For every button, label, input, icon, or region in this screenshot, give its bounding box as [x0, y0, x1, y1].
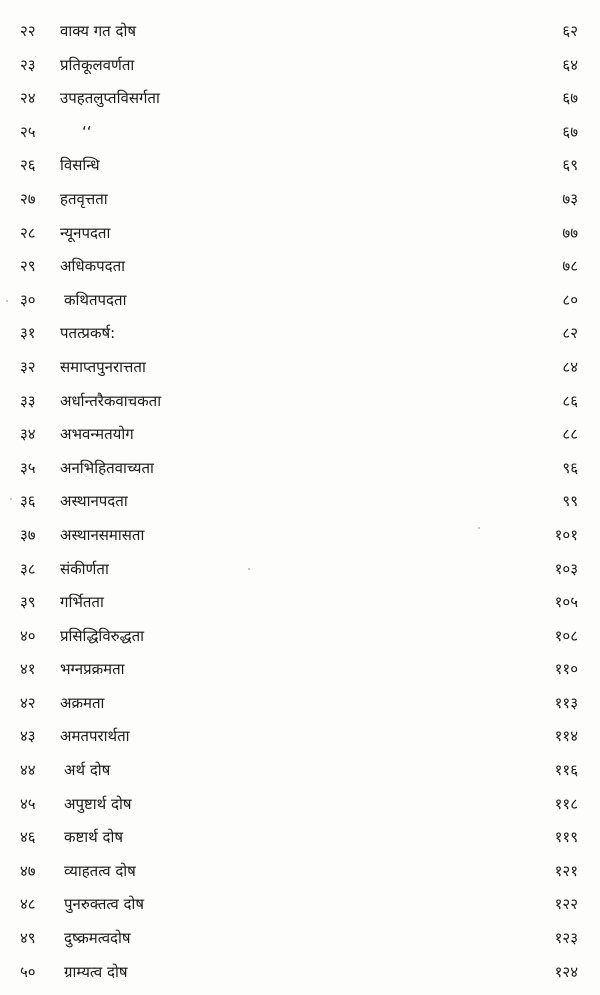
entry-page-number: ६७ — [562, 122, 578, 141]
entry-number: २५ — [20, 122, 36, 141]
entry-page-number: १२२ — [554, 895, 578, 914]
toc-entry — [0, 754, 600, 788]
entry-title: अनभिहितवाच्यता — [60, 458, 154, 477]
toc-entry — [0, 485, 600, 519]
entry-page-number: ११३ — [554, 693, 578, 712]
entry-title: उपहतलुप्तविसर्गता — [60, 89, 160, 108]
entry-number: ३९ — [20, 593, 36, 612]
toc-entry — [0, 49, 600, 83]
toc-entry — [0, 418, 600, 452]
toc-entry — [0, 620, 600, 654]
toc-entry — [0, 82, 600, 116]
entry-page-number: ६७ — [562, 89, 578, 108]
entry-number: २९ — [20, 257, 36, 276]
toc-entry — [0, 788, 600, 822]
entry-page-number: ८८ — [562, 425, 578, 444]
entry-number: ३६ — [20, 492, 36, 511]
toc-entry — [0, 116, 600, 150]
entry-title: व्याहतत्व दोष — [64, 861, 136, 880]
entry-page-number: ७७ — [562, 223, 578, 242]
entry-page-number: ६२ — [562, 22, 578, 40]
entry-number: २७ — [20, 189, 36, 208]
toc-entry — [0, 653, 600, 687]
entry-page-number: १२१ — [554, 861, 578, 880]
entry-number: २४ — [20, 89, 36, 108]
table-of-contents — [0, 15, 600, 989]
toc-entry — [0, 351, 600, 385]
entry-title: प्रसिद्धिविरुद्धता — [60, 626, 145, 645]
entry-title: प्रतिकूलवर्णता — [60, 55, 135, 74]
toc-entry — [0, 922, 600, 956]
entry-number: ४० — [20, 626, 36, 645]
entry-page-number: ८६ — [562, 391, 578, 410]
entry-title: अर्धान्तरैकवाचकता — [60, 391, 162, 410]
entry-title: पुनरुक्तत्व दोष — [64, 895, 145, 914]
entry-page-number: १०३ — [554, 559, 578, 578]
entry-title: संकीर्णता — [60, 559, 109, 578]
entry-title: ग्राम्यत्व दोष — [64, 962, 128, 981]
toc-entry — [0, 217, 600, 251]
toc-entry — [0, 284, 600, 318]
entry-title: समाप्तपुनरात्तता — [60, 357, 146, 376]
entry-number: ३१ — [20, 324, 36, 343]
entry-page-number: १२३ — [554, 929, 578, 948]
entry-title: विसन्धि — [60, 156, 100, 175]
entry-title: अधिकपदता — [60, 257, 126, 276]
toc-entry — [0, 183, 600, 217]
entry-number: ३८ — [20, 559, 36, 578]
entry-title: अस्थानसमासता — [60, 525, 145, 544]
toc-entry — [0, 821, 600, 855]
entry-title: अभवन्मतयोग — [60, 425, 134, 444]
entry-page-number: ६४ — [562, 55, 578, 74]
entry-title: अर्थ दोष — [64, 761, 111, 780]
entry-number: ४२ — [20, 693, 36, 712]
toc-entry — [0, 553, 600, 587]
toc-entry — [0, 15, 600, 49]
toc-entry — [0, 720, 600, 754]
entry-number: ३० — [20, 290, 36, 309]
entry-title: गर्भितता — [60, 593, 104, 612]
entry-number: ३४ — [20, 425, 36, 444]
entry-title: अमतपरार्थता — [60, 727, 130, 746]
entry-title: हतवृत्तता — [60, 189, 108, 208]
entry-title: कष्टार्थ दोष — [64, 828, 124, 847]
entry-page-number: ८० — [562, 290, 578, 309]
toc-entry — [0, 888, 600, 922]
toc-entry — [0, 519, 600, 553]
entry-title: अस्थानपदता — [60, 492, 128, 511]
entry-title: न्यूनपदता — [60, 223, 111, 242]
entry-number: ४५ — [20, 794, 36, 813]
entry-page-number: ७८ — [562, 257, 578, 276]
entry-page-number: ११६ — [554, 761, 578, 780]
entry-page-number: ११४ — [554, 727, 578, 746]
entry-page-number: ११९ — [554, 828, 578, 847]
toc-entry — [0, 452, 600, 486]
entry-page-number: ६९ — [562, 156, 578, 175]
entry-page-number: ९६ — [562, 458, 578, 477]
entry-number: ४८ — [20, 895, 36, 914]
toc-entry — [0, 385, 600, 419]
entry-number: ४६ — [20, 828, 36, 847]
entry-title: कथितपदता — [64, 290, 127, 309]
entry-number: ५० — [20, 962, 36, 981]
entry-number: ४४ — [20, 761, 36, 780]
entry-title: दुष्क्रमत्वदोष — [64, 929, 131, 948]
entry-page-number: १२४ — [554, 962, 578, 981]
entry-title: अक्रमता — [60, 693, 105, 712]
entry-page-number: १०५ — [554, 593, 578, 612]
entry-page-number: ११८ — [554, 794, 578, 813]
entry-number: ४७ — [20, 861, 36, 880]
entry-number: ३७ — [20, 525, 36, 544]
entry-number: २२ — [20, 22, 36, 40]
entry-page-number: १०८ — [554, 626, 578, 645]
toc-entry — [0, 586, 600, 620]
toc-entry — [0, 149, 600, 183]
entry-title: ‘‘ — [82, 122, 92, 141]
entry-number: ३५ — [20, 458, 36, 477]
entry-title: पतत्प्रकर्ष: — [60, 324, 116, 343]
toc-entry — [0, 317, 600, 351]
entry-title: अपुष्टार्थ दोष — [64, 794, 132, 813]
entry-number: २३ — [20, 55, 36, 74]
toc-entry — [0, 855, 600, 889]
entry-number: ३३ — [20, 391, 36, 410]
entry-page-number: ९९ — [562, 492, 578, 511]
entry-number: ४१ — [20, 660, 36, 679]
toc-entry — [0, 687, 600, 721]
entry-page-number: ८४ — [562, 357, 578, 376]
entry-number: ३२ — [20, 357, 36, 376]
entry-number: २६ — [20, 156, 36, 175]
entry-number: ४९ — [20, 929, 36, 948]
entry-number: ४३ — [20, 727, 36, 746]
entry-page-number: ७३ — [562, 189, 578, 208]
entry-number: २८ — [20, 223, 36, 242]
entry-title: भग्नप्रक्रमता — [60, 660, 125, 679]
toc-entry — [0, 956, 600, 990]
toc-entry — [0, 250, 600, 284]
entry-title: वाक्य गत दोष — [60, 22, 137, 40]
entry-page-number: १०१ — [554, 525, 578, 544]
entry-page-number: ८२ — [562, 324, 578, 343]
entry-page-number: ११० — [554, 660, 578, 679]
